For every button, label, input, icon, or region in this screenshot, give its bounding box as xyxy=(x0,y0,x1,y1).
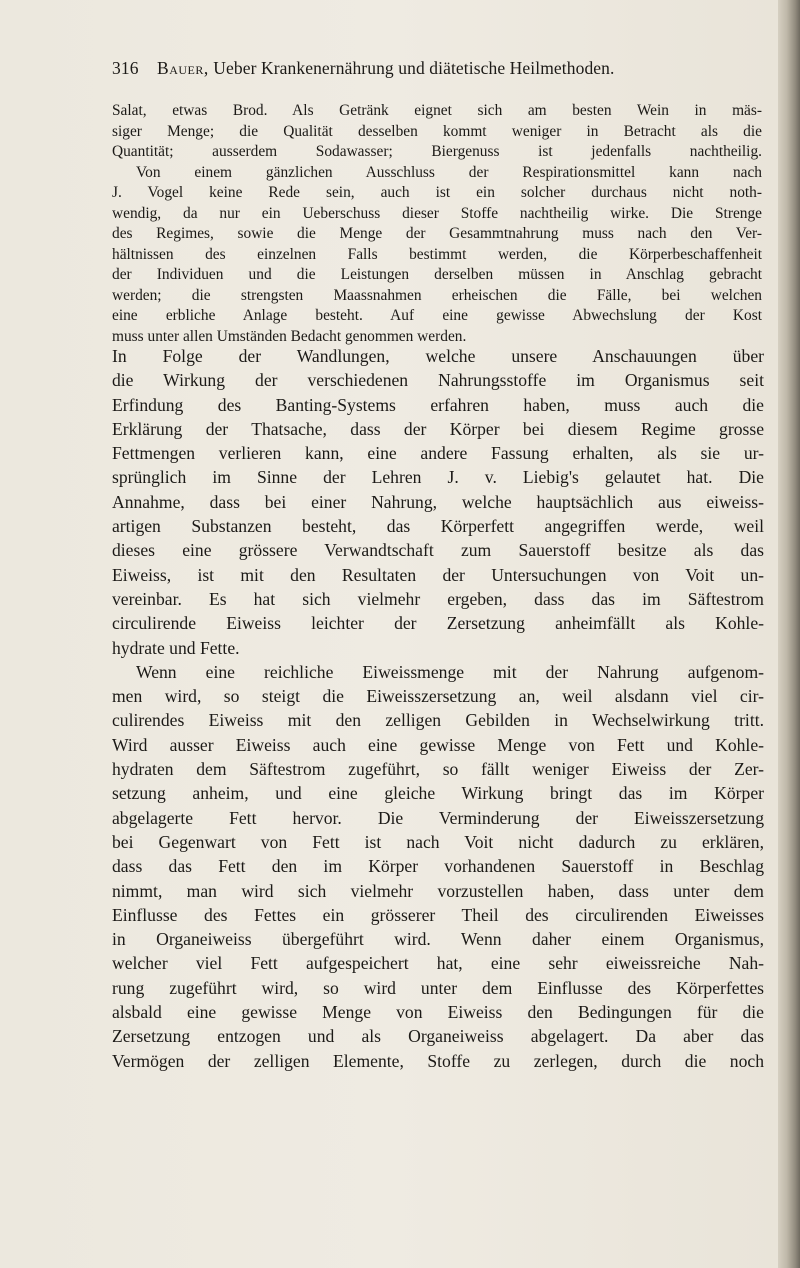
text-line: Zersetzung entzogen und als Organeiweiss abgelagert. Da aber das xyxy=(112,1026,764,1047)
text-line: Eiweiss, ist mit den Resultaten der Untersuchungen von Voit un- xyxy=(112,564,764,585)
text-line: eine erbliche Anlage besteht. Auf eine gewisse Abwechslung der Kost xyxy=(112,307,762,324)
text-line: alsbald eine gewisse Menge von Eiweiss den Bedingungen für die xyxy=(112,1002,764,1023)
text-line: artigen Substanzen besteht, das Körperfett angegriffen werde, weil xyxy=(112,516,764,537)
main-text xyxy=(112,344,764,1073)
text-line: des Regimes, sowie die Menge der Gesammtnahrung muss nach den Ver- xyxy=(112,225,762,242)
text-line: werden; die strengsten Maassnahmen erheischen die Fälle, bei welchen xyxy=(112,286,762,304)
header-author: Bauer, xyxy=(157,58,209,78)
text-line: der Individuen und die Leistungen derselben müssen in Anschlag gebracht xyxy=(112,266,762,283)
text-line: vereinbar. Es hat sich vielmehr ergeben, dass das im Säftestrom xyxy=(112,588,764,609)
text-line: sprünglich im Sinne der Lehren J. v. Liebig's gelautet hat. Die xyxy=(112,467,764,488)
text-line: Annahme, dass bei einer Nahrung, welche hauptsächlich aus eiweiss- xyxy=(112,491,764,512)
text-line: Salat, etwas Brod. Als Getränk eignet sich am besten Wein in mäs- xyxy=(112,102,762,119)
text-line: rung zugeführt wird, so wird unter dem Einflusse des Körperfettes xyxy=(112,977,764,998)
text-line: Wenn eine reichliche Eiweissmenge mit der Nahrung aufgenom- xyxy=(136,661,764,682)
text-line: dass das Fett den im Körper vorhandenen Sauerstoff in Beschlag xyxy=(112,856,764,877)
text-line: Von einem gänzlichen Ausschluss der Respirationsmittel kann nach xyxy=(136,163,762,181)
text-line: Fettmengen verlieren kann, eine andere Fassung erhalten, als sie ur- xyxy=(112,443,764,464)
text-line: nimmt, man wird sich vielmehr vorzustellen haben, dass unter dem xyxy=(112,880,764,901)
text-line: welcher viel Fett aufgespeichert hat, eine sehr eiweissreiche Nah- xyxy=(112,953,764,974)
text-line: Erfindung des Banting-Systems erfahren haben, muss auch die xyxy=(112,394,764,415)
text-line: Vermögen der zelligen Elemente, Stoffe zu zerlegen, durch die noch xyxy=(112,1050,764,1071)
text-line: abgelagerte Fett hervor. Die Verminderung der Eiweisszersetzung xyxy=(112,807,764,828)
text-line: Wird ausser Eiweiss auch eine gewisse Menge von Fett und Kohle- xyxy=(112,734,764,755)
text-line: hältnissen des einzelnen Falls bestimmt werden, die Körperbeschaffenheit xyxy=(112,245,762,263)
text-line: J. Vogel keine Rede sein, auch ist ein solcher durchaus nicht noth- xyxy=(112,184,762,201)
small-print-paragraph xyxy=(112,101,762,347)
text-line: wendig, da nur ein Ueberschuss dieser Stoffe nachtheilig wirke. Die Strenge xyxy=(112,204,762,222)
text-line: Quantität; ausserdem Sodawasser; Biergenuss ist jedenfalls nachtheilig. xyxy=(112,143,762,160)
text-line: Einflusse des Fettes ein grösserer Theil des circulirenden Eiweisses xyxy=(112,904,764,925)
text-line: die Wirkung der verschiedenen Nahrungsstoffe im Organismus seit xyxy=(112,370,764,391)
text-line: dieses eine grössere Verwandtschaft zum Sauerstoff besitze als das xyxy=(112,540,764,561)
text-line: setzung anheim, und eine gleiche Wirkung bringt das im Körper xyxy=(112,783,764,804)
text-line: muss unter allen Umständen Bedacht genommen werden. xyxy=(112,327,467,345)
text-line: siger Menge; die Qualität desselben kommt weniger in Betracht als die xyxy=(112,122,762,140)
text-line: hydraten dem Säftestrom zugeführt, so fällt weniger Eiweiss der Zer- xyxy=(112,759,764,780)
text-line: culirendes Eiweiss mit den zelligen Gebilden in Wechselwirkung tritt. xyxy=(112,710,764,731)
text-line: In Folge der Wandlungen, welche unsere Anschauungen über xyxy=(112,346,764,366)
page-edge-shadow xyxy=(778,0,800,1268)
text-line: men wird, so steigt die Eiweisszersetzung an, weil alsdann viel cir- xyxy=(112,686,764,707)
text-line: in Organeiweiss übergeführt wird. Wenn daher einem Organismus, xyxy=(112,929,764,950)
page-number: 316 xyxy=(112,58,139,78)
text-line: Erklärung der Thatsache, dass der Körper bei diesem Regime grosse xyxy=(112,418,764,439)
header-title: Ueber Krankenernährung und diätetische Heilmethoden. xyxy=(213,58,615,78)
text-line: circulirende Eiweiss leichter der Zersetzung anheimfällt als Kohle- xyxy=(112,613,764,634)
running-header xyxy=(112,58,772,79)
text-line: bei Gegenwart von Fett ist nach Voit nicht dadurch zu erklären, xyxy=(112,831,764,852)
text-line: hydrate und Fette. xyxy=(112,637,240,658)
